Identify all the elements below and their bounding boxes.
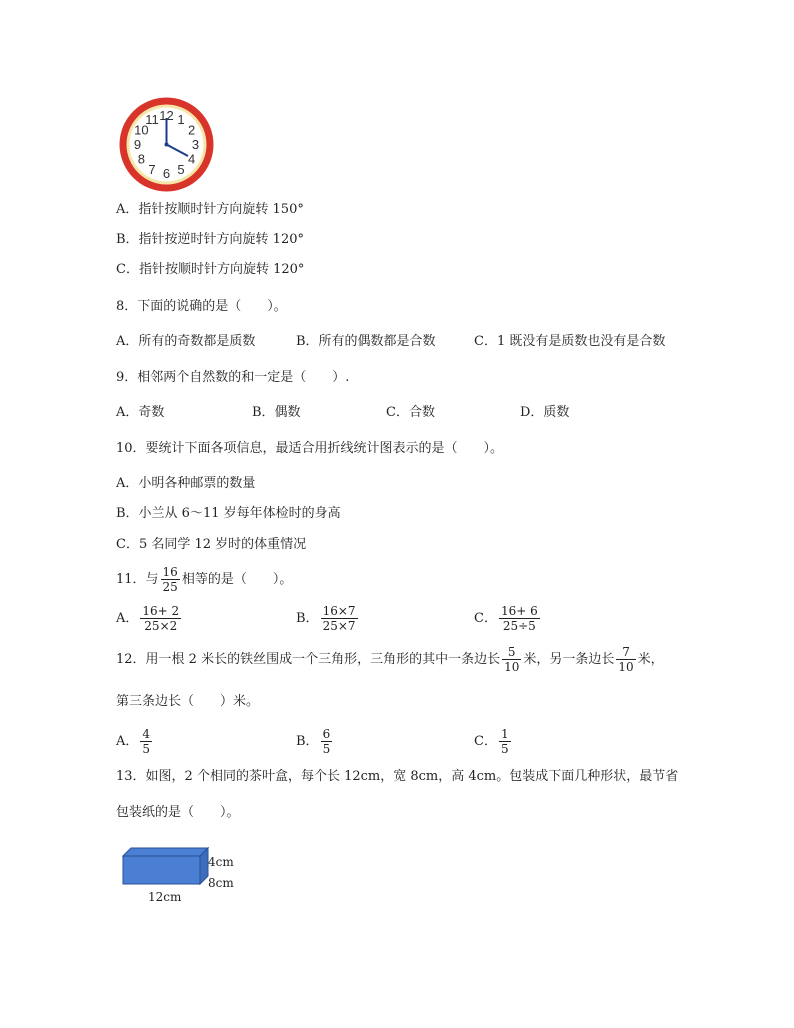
clock-numeral: 7 xyxy=(148,162,156,178)
q12-option-b[interactable]: B． $\frac{6}{5}$ xyxy=(296,727,331,756)
clock-numeral: 6 xyxy=(162,166,171,181)
clock-numeral: 11 xyxy=(145,111,159,127)
q10-option-b[interactable]: B．小兰从 6～11 岁每年体检时的身高 xyxy=(116,506,341,521)
tea-box-figure xyxy=(122,846,210,886)
q7-option-c[interactable]: C．指针按顺时针方向旋转 120° xyxy=(116,262,305,277)
box-length-label: 12cm xyxy=(148,890,182,904)
q10-stem: 10．要统计下面各项信息，最适合用折线统计图表示的是（ ）。 xyxy=(116,441,504,456)
q7-option-a[interactable]: A．指针按顺时针方向旋转 150° xyxy=(116,202,304,217)
q12-option-c[interactable]: C． $\frac{1}{5}$ xyxy=(474,727,509,756)
clock-numeral: 8 xyxy=(137,151,146,167)
clock-numeral: 4 xyxy=(187,151,196,167)
q9-option-a[interactable]: A．奇数 xyxy=(116,405,165,420)
q7-option-b[interactable]: B．指针按逆时针方向旋转 120° xyxy=(116,232,304,247)
clock-numeral: 9 xyxy=(133,137,142,152)
q11-option-c[interactable]: C． $\frac{16+ 6}{25\div 5}$ xyxy=(474,604,538,633)
q8-stem: 8．下面的说确的是（ ）。 xyxy=(116,299,287,314)
box-front-face xyxy=(123,856,200,884)
q11-stem: 11．与 $\frac{16}{25}$ 相等的是（ ）。 xyxy=(116,565,293,594)
q13-stem-line1: 13．如图，2 个相同的茶叶盒，每个长 12cm，宽 8cm，高 4cm。包装成下面几种形状，最节省 xyxy=(116,769,679,784)
q9-stem: 9．相邻两个自然数的和一定是（ ）. xyxy=(116,370,350,385)
clock-numeral: 5 xyxy=(177,162,185,178)
q10-option-a[interactable]: A．小明各种邮票的数量 xyxy=(116,476,256,491)
clock-numeral: 12 xyxy=(159,108,174,123)
q11-option-a[interactable]: A． $\frac{16+ 2}{25\times 2}$ xyxy=(116,604,180,633)
clock-numeral: 2 xyxy=(187,122,196,138)
q11-option-b[interactable]: B． $\frac{16\times 7}{25\times 7}$ xyxy=(296,604,356,633)
q9-option-c[interactable]: C．合数 xyxy=(386,405,435,420)
clock-numeral: 1 xyxy=(177,111,185,127)
box-top-face xyxy=(123,848,208,856)
q9-option-d[interactable]: D．质数 xyxy=(520,405,570,420)
q12-option-a[interactable]: A． $\frac{4}{5}$ xyxy=(116,727,151,756)
q8-option-b[interactable]: B．所有的偶数都是合数 xyxy=(296,334,436,349)
box-width-label: 8cm xyxy=(208,876,234,890)
q12-stem-line1: 12．用一根 2 米长的铁丝围成一个三角形，三角形的其中一条边长 $\frac{5}{10}$ 米，另一条边长 $\frac{7}{10}$ 米， xyxy=(116,645,664,674)
q8-option-c[interactable]: C．1 既没有是质数也没有是合数 xyxy=(474,334,666,349)
clock-figure xyxy=(116,96,217,193)
q10-option-c[interactable]: C．5 名同学 12 岁时的体重情况 xyxy=(116,537,307,552)
q13-stem-line2: 包装纸的是（ ）。 xyxy=(116,805,240,820)
q8-option-a[interactable]: A．所有的奇数都是质数 xyxy=(116,334,256,349)
box-height-label: 4cm xyxy=(208,855,234,869)
q12-stem-line2: 第三条边长（ ）米。 xyxy=(116,694,260,709)
q9-option-b[interactable]: B．偶数 xyxy=(252,405,301,420)
clock-numeral: 3 xyxy=(191,137,200,152)
clock-numeral: 10 xyxy=(134,122,149,138)
q11-stem-fraction: $\frac{16}{25}$ xyxy=(162,565,178,594)
